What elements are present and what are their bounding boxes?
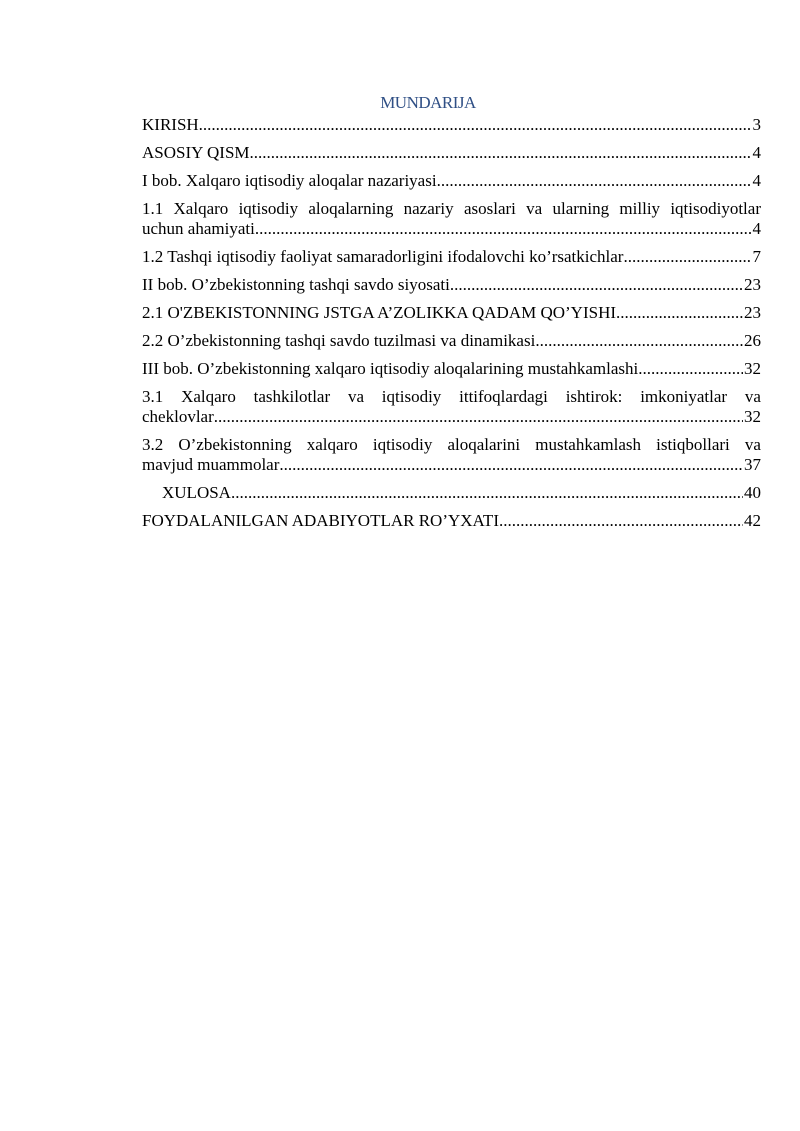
toc-entry-text: cheklovlar [142, 407, 214, 426]
toc-dot-leader [535, 331, 743, 351]
toc-page-number: 32 [744, 407, 761, 426]
toc-dot-leader [437, 171, 752, 191]
toc-entry-text: III bob. O’zbekistonning xalqaro iqtisodiy aloqalarining mustahkamlashi [142, 359, 639, 378]
toc-entry-text: 1.2 Tashqi iqtisodiy faoliyat samaradorligini ifodalovchi ko’rsatkichlar [142, 247, 624, 266]
toc-dot-leader [255, 219, 752, 239]
toc-entry-text: II bob. O’zbekistonning tashqi savdo siyosati [142, 275, 450, 294]
toc-entry-xulosa[interactable] [142, 483, 761, 503]
toc-dot-leader [623, 247, 751, 267]
toc-dot-leader [499, 511, 743, 531]
toc-entry-text: FOYDALANILGAN ADABIYOTLAR RO’YXATI [142, 511, 499, 530]
toc-entry-text: I bob. Xalqaro iqtisodiy aloqalar nazariyasi [142, 171, 437, 190]
toc-entry-first-line: 3.2 O’zbekistonning xalqaro iqtisodiy aloqalarini mustahkamlash istiqbollari va [142, 435, 761, 454]
toc-entry-text: ASOSIY QISM [142, 143, 250, 162]
toc-page-number: 3 [752, 115, 761, 134]
toc-dot-leader [616, 303, 743, 323]
toc-entry-section-1-1[interactable] [142, 199, 761, 239]
toc-page-number: 23 [744, 303, 761, 322]
toc-entry-text: uchun ahamiyati [142, 219, 255, 238]
toc-entry-text: 2.1 O'ZBEKISTONNING JSTGA A’ZOLIKKA QADAM QO’YISHI [142, 303, 617, 322]
toc-entry-first-line: 3.1 Xalqaro tashkilotlar va iqtisodiy ittifoqlardagi ishtirok: imkoniyatlar va [142, 387, 761, 406]
toc-entry-chapter-1[interactable] [142, 171, 761, 191]
toc-entry-section-2-2[interactable] [142, 331, 761, 351]
toc-entry-section-3-1[interactable] [142, 387, 761, 427]
toc-dot-leader [279, 455, 743, 475]
toc-entry-section-2-1[interactable] [142, 303, 761, 323]
toc-dot-leader [231, 483, 743, 503]
toc-entry-text: 2.2 O’zbekistonning tashqi savdo tuzilmasi va dinamikasi [142, 331, 536, 350]
toc-entry-text: KIRISH [142, 115, 199, 134]
toc-page-number: 7 [752, 247, 761, 266]
toc-entry-kirish[interactable] [142, 115, 761, 135]
toc-entry-asosiy-qism[interactable] [142, 143, 761, 163]
toc-entry-text: XULOSA [162, 483, 231, 502]
toc-entry-chapter-3[interactable] [142, 359, 761, 379]
toc-page-number: 32 [744, 359, 761, 378]
toc-title: MUNDARIJA [380, 93, 476, 112]
toc-dot-leader [638, 359, 743, 379]
toc-entry-section-3-2[interactable] [142, 435, 761, 475]
toc-page-number: 26 [744, 331, 761, 350]
toc-dot-leader [199, 115, 752, 135]
toc-entry-chapter-2[interactable] [142, 275, 761, 295]
toc-entry-references[interactable] [142, 511, 761, 531]
toc-entry-text: mavjud muammolar [142, 455, 280, 474]
toc-page-number: 40 [744, 483, 761, 502]
table-of-contents [142, 115, 761, 539]
toc-entry-first-line: 1.1 Xalqaro iqtisodiy aloqalarning nazariy asoslari va ularning milliy iqtisodiyotlar [142, 199, 761, 218]
toc-page-number: 42 [744, 511, 761, 530]
toc-page-number: 4 [752, 171, 761, 190]
toc-page-number: 23 [744, 275, 761, 294]
toc-page-number: 4 [752, 143, 761, 162]
toc-page-number: 4 [752, 219, 761, 238]
toc-entry-section-1-2[interactable] [142, 247, 761, 267]
toc-dot-leader [214, 407, 743, 427]
toc-dot-leader [250, 143, 752, 163]
toc-page-number: 37 [744, 455, 761, 474]
toc-dot-leader [450, 275, 743, 295]
